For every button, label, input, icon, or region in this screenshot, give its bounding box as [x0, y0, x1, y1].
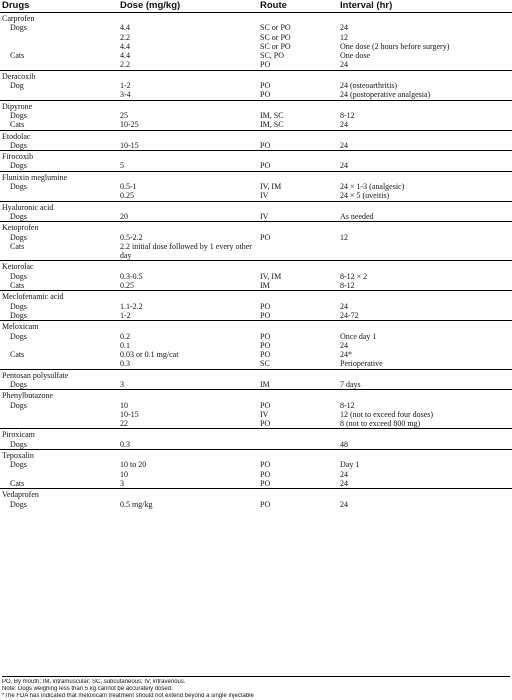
- interval-cell: One dose: [340, 51, 370, 61]
- footnote-note: Note: Dogs weighing less than 5 kg cannot be accurately dosed.: [2, 686, 173, 693]
- interval-cell: One dose (2 hours before surgery): [340, 41, 450, 51]
- drug-name: Piroxicam: [0, 429, 512, 440]
- dose-cell: 0.5 mg/kg: [120, 499, 153, 509]
- route-cell: PO: [260, 400, 271, 410]
- route-cell: PO: [260, 499, 271, 509]
- species-cell: [0, 191, 118, 201]
- dose-cell: 10: [120, 400, 128, 410]
- table-row: [0, 191, 512, 201]
- table-row: [0, 141, 512, 151]
- species-cell: Dogs: [10, 460, 27, 470]
- dose-cell: 0.25: [120, 191, 134, 201]
- drug-group-row: [0, 450, 512, 461]
- table-row: [0, 242, 512, 261]
- interval-cell: 24: [340, 469, 348, 479]
- drug-group-row: [0, 489, 512, 500]
- drug-group-row: [0, 70, 512, 81]
- species-cell: [0, 90, 118, 100]
- interval-cell: 24 (osteoarthritis): [340, 81, 398, 91]
- dose-cell: 2.2 initial dose followed by 1 every other day: [120, 241, 252, 261]
- species-cell: Dogs: [10, 271, 27, 281]
- route-cell: PO: [260, 60, 271, 70]
- interval-cell: 24-72: [340, 310, 359, 320]
- interval-cell: 24 (postoperative analgesia): [340, 90, 431, 100]
- route-cell: [258, 440, 338, 450]
- species-cell: Dogs: [10, 301, 27, 311]
- drug-group-row: [0, 222, 512, 233]
- species-cell: Dogs: [10, 499, 27, 509]
- drug-name: Carprofen: [0, 13, 512, 24]
- route-cell: SC: [260, 359, 270, 369]
- drug-name: Dipyrone: [0, 100, 512, 111]
- dose-cell: 4.4: [120, 51, 130, 61]
- species-cell: Dogs: [10, 331, 27, 341]
- drug-group-row: [0, 201, 512, 212]
- species-cell: [0, 60, 118, 70]
- table-row: [0, 410, 512, 419]
- species-cell: Cats: [10, 51, 25, 61]
- route-cell: SC, PO: [260, 51, 285, 61]
- route-cell: PO: [260, 469, 271, 479]
- route-cell: PO: [260, 478, 271, 488]
- route-cell: SC or PO: [260, 23, 291, 33]
- table-row: [0, 33, 512, 42]
- drug-name: Etodolac: [0, 130, 512, 141]
- dose-cell: 3-4: [120, 90, 131, 100]
- dose-cell: 0.03 or 0.1 mg/cat: [120, 350, 179, 360]
- drug-name: Deracoxib: [0, 70, 512, 81]
- drug-group-row: [0, 369, 512, 380]
- drug-name: Tepoxalin: [0, 450, 512, 461]
- species-cell: Dogs: [10, 439, 27, 449]
- drug-group-row: [0, 429, 512, 440]
- drug-group-row: [0, 13, 512, 24]
- interval-cell: 12: [340, 232, 348, 242]
- header-dose: Dose (mg/kg): [118, 0, 258, 13]
- species-cell: Dogs: [10, 110, 27, 120]
- table-row: [0, 81, 512, 90]
- dose-cell: 0.2: [120, 331, 130, 341]
- route-cell: IM, SC: [260, 110, 284, 120]
- table-row: [0, 332, 512, 341]
- dose-cell: 10 to 20: [120, 460, 147, 470]
- drug-name: Ketorolac: [0, 261, 512, 272]
- table-row: [0, 470, 512, 479]
- species-cell: Dogs: [10, 310, 27, 320]
- interval-cell: 24: [340, 140, 348, 150]
- species-cell: [0, 42, 118, 51]
- drug-name: Vedaprofen: [0, 489, 512, 500]
- species-cell: Cats: [10, 241, 25, 251]
- table-row: [0, 281, 512, 291]
- route-cell: SC or PO: [260, 41, 291, 51]
- dose-cell: 0.5-2.2: [120, 232, 143, 242]
- interval-cell: 24*: [340, 350, 352, 360]
- drug-name: Pentosan polysulfate: [0, 369, 512, 380]
- route-cell: PO: [260, 331, 271, 341]
- drug-group-row: [0, 390, 512, 401]
- dose-cell: 10-15: [120, 140, 139, 150]
- table-row: [0, 359, 512, 369]
- table-row: [0, 182, 512, 191]
- dose-cell: 2.2: [120, 32, 130, 42]
- table-row: [0, 111, 512, 120]
- interval-cell: Day 1: [340, 460, 360, 470]
- drug-name: Phenylbutazone: [0, 390, 512, 401]
- dose-cell: 1-2: [120, 310, 131, 320]
- table-row: [0, 272, 512, 281]
- drug-name: Firocoxib: [0, 151, 512, 162]
- table-row: [0, 42, 512, 51]
- dose-cell: 0.25: [120, 281, 134, 291]
- interval-cell: 24: [340, 161, 348, 171]
- drug-name: Meclofenamic acid: [0, 291, 512, 302]
- species-cell: Dogs: [10, 232, 27, 242]
- table-row: [0, 419, 512, 429]
- species-cell: Dog: [10, 81, 24, 91]
- interval-cell: 24: [340, 301, 348, 311]
- table-footnotes: [2, 676, 510, 700]
- drug-name: Flunixin meglumine: [0, 171, 512, 182]
- table-row: [0, 401, 512, 410]
- table-header-row: [0, 0, 512, 13]
- dose-cell: 4.4: [120, 41, 130, 51]
- table-row: [0, 380, 512, 390]
- route-cell: IV, IM: [260, 182, 282, 192]
- species-cell: Cats: [10, 478, 25, 488]
- species-cell: [0, 419, 118, 429]
- route-cell: IM: [260, 379, 270, 389]
- dose-cell: 10-25: [120, 120, 139, 130]
- drug-group-row: [0, 261, 512, 272]
- dose-cell: 3: [120, 478, 124, 488]
- drug-group-row: [0, 151, 512, 162]
- species-cell: Cats: [10, 281, 25, 291]
- interval-cell: As needed: [340, 211, 374, 221]
- species-cell: Dogs: [10, 211, 27, 221]
- interval-cell: 24: [340, 60, 348, 70]
- drug-group-row: [0, 171, 512, 182]
- dose-cell: 0.3-0.5: [120, 271, 143, 281]
- species-cell: Cats: [10, 120, 25, 130]
- species-cell: [0, 359, 118, 369]
- interval-cell: Perioperative: [340, 359, 383, 369]
- dose-cell: 5: [120, 161, 124, 171]
- route-cell: IM, SC: [260, 120, 284, 130]
- footnote-fda: *The FDA has indicated that meloxicam treatment should not extend beyond a single injectable: [2, 693, 254, 700]
- dose-cell: 25: [120, 110, 128, 120]
- table-row: [0, 311, 512, 321]
- route-cell: PO: [260, 340, 271, 350]
- interval-cell: 24 × 1-3 (analgesic): [340, 182, 405, 192]
- drug-group-row: [0, 321, 512, 332]
- drug-group-row: [0, 100, 512, 111]
- table-row: [0, 341, 512, 350]
- table-row: [0, 90, 512, 100]
- interval-cell: Once day 1: [340, 331, 377, 341]
- interval-cell: 8-12: [340, 110, 355, 120]
- interval-cell: 24: [340, 499, 348, 509]
- route-cell: PO: [260, 140, 271, 150]
- route-cell: PO: [260, 350, 271, 360]
- table-row: [0, 120, 512, 130]
- header-route: Route: [258, 0, 338, 13]
- dose-cell: 0.3: [120, 359, 130, 369]
- interval-cell: 8-12: [340, 281, 355, 291]
- route-cell: IV, IM: [260, 271, 282, 281]
- species-cell: Dogs: [10, 379, 27, 389]
- interval-cell: 48: [340, 439, 348, 449]
- species-cell: Dogs: [10, 400, 27, 410]
- route-cell: PO: [260, 90, 271, 100]
- species-cell: [0, 33, 118, 42]
- route-cell: IV: [260, 191, 269, 201]
- dose-cell: 4.4: [120, 23, 130, 33]
- dose-cell: 0.5-1: [120, 182, 137, 192]
- dose-cell: 22: [120, 419, 128, 429]
- table-row: [0, 60, 512, 70]
- species-cell: [0, 410, 118, 419]
- table-row: [0, 302, 512, 311]
- drug-name: Ketoprofen: [0, 222, 512, 233]
- route-cell: PO: [260, 161, 271, 171]
- header-interval: Interval (hr): [338, 0, 512, 13]
- dose-cell: 2.2: [120, 60, 130, 70]
- table-body: [0, 13, 512, 509]
- dose-cell: 3: [120, 379, 124, 389]
- species-cell: Dogs: [10, 140, 27, 150]
- interval-cell: 8-12: [340, 400, 355, 410]
- header-drugs: Drugs: [0, 0, 118, 13]
- drug-group-row: [0, 130, 512, 141]
- dose-cell: 0.1: [120, 340, 130, 350]
- table-row: [0, 440, 512, 450]
- dose-cell: 10-15: [120, 409, 139, 419]
- dose-cell: 0.3: [120, 439, 130, 449]
- interval-cell: 24: [340, 478, 348, 488]
- route-cell: IV: [260, 409, 269, 419]
- species-cell: Dogs: [10, 161, 27, 171]
- dose-cell: 1.1-2.2: [120, 301, 143, 311]
- table-row: [0, 460, 512, 469]
- interval-cell: 24: [340, 120, 348, 130]
- drug-name: Hyaluronic acid: [0, 201, 512, 212]
- interval-cell: 8 (not to exceed 800 mg): [340, 419, 421, 429]
- interval-cell: 8-12 × 2: [340, 271, 368, 281]
- species-cell: [0, 341, 118, 350]
- interval-cell: 7 days: [340, 379, 361, 389]
- route-cell: IM: [260, 281, 270, 291]
- species-cell: Cats: [10, 350, 25, 360]
- dose-cell: 20: [120, 211, 128, 221]
- route-cell: PO: [260, 310, 271, 320]
- route-cell: PO: [260, 419, 271, 429]
- table-row: [0, 479, 512, 489]
- table-row: [0, 500, 512, 509]
- interval-cell: 12: [340, 32, 348, 42]
- species-cell: [0, 470, 118, 479]
- route-cell: PO: [260, 301, 271, 311]
- table-row: [0, 212, 512, 222]
- route-cell: IV: [260, 211, 269, 221]
- route-cell: PO: [260, 232, 271, 242]
- route-cell: PO: [260, 81, 271, 91]
- table-row: [0, 23, 512, 32]
- interval-cell: [338, 242, 512, 261]
- species-cell: Dogs: [10, 182, 27, 192]
- species-cell: Dogs: [10, 23, 27, 33]
- interval-cell: 12 (not to exceed four doses): [340, 409, 434, 419]
- drug-name: Meloxicam: [0, 321, 512, 332]
- table-row: [0, 51, 512, 60]
- table-row: [0, 161, 512, 171]
- table-row: [0, 233, 512, 242]
- table-row: [0, 350, 512, 359]
- interval-cell: 24: [340, 340, 348, 350]
- dose-cell: 10: [120, 469, 128, 479]
- footnote-abbreviations: PO, By mouth; IM, intramuscular; SC, subcutaneous; IV, intravenous.: [2, 679, 186, 685]
- drug-group-row: [0, 291, 512, 302]
- route-cell: SC or PO: [260, 32, 291, 42]
- route-cell: PO: [260, 460, 271, 470]
- interval-cell: 24: [340, 23, 348, 33]
- route-cell: [258, 242, 338, 261]
- interval-cell: 24 × 5 (uveitis): [340, 191, 390, 201]
- dose-cell: 1-2: [120, 81, 131, 91]
